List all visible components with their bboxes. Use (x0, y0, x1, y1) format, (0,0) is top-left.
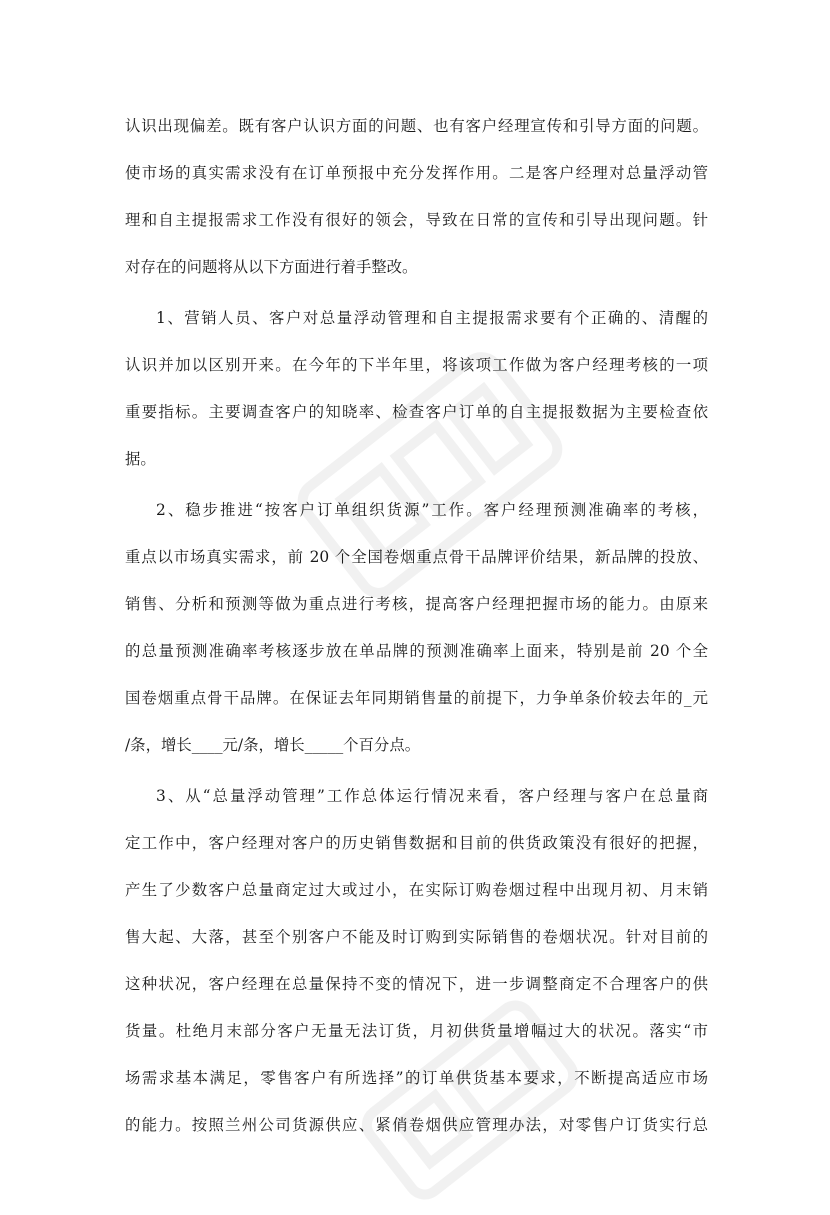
text-line: 对存在的问题将从以下方面进行着手整改。 (125, 258, 418, 276)
text-line: /条，增长____元/条，增长_____个百分点。 (125, 736, 421, 754)
text-line: 理和自主提报需求工作没有很好的领会，导致在日常的宣传和引导出现问题。针 (125, 211, 708, 229)
text-line: 1、营销人员、客户对总量浮动管理和自主提报需求要有个正确的、清醒的 (156, 309, 708, 327)
paragraph-3 (125, 773, 708, 1149)
text-line: 重点以市场真实需求，前 20 个全国卷烟重点骨干品牌评价结果，新品牌的投放、 (125, 548, 708, 566)
text-line: 认识出现偏差。既有客户认识方面的问题、也有客户经理宣传和引导方面的问题。 (125, 117, 708, 135)
text-line: 场需求基本满足，零售客户有所选择”的订单供货基本要求，不断提高适应市场 (125, 1069, 708, 1087)
text-line: 认识并加以区别开来。在今年的下半年里，将该项工作做为客户经理考核的一项 (125, 356, 708, 374)
text-line: 的总量预测准确率考核逐步放在单品牌的预测准确率上面来，特别是前 20 个全 (125, 642, 708, 660)
text-line: 国卷烟重点骨干品牌。在保证去年同期销售量的前提下，力争单条价较去年的_元 (125, 689, 708, 707)
text-line: 3、从“总量浮动管理”工作总体运行情况来看，客户经理与客户在总量商 (156, 787, 708, 805)
text-line: 使市场的真实需求没有在订单预报中充分发挥作用。二是客户经理对总量浮动管 (125, 164, 708, 182)
paragraph-intro (125, 103, 708, 291)
text-line: 2、稳步推进“按客户订单组织货源”工作。客户经理预测准确率的考核， (156, 501, 708, 519)
paragraph-1 (125, 295, 708, 483)
text-line: 定工作中，客户经理对客户的历史销售数据和目前的供货政策没有很好的把握， (125, 834, 708, 852)
paragraph-2 (125, 487, 708, 769)
text-line: 的能力。按照兰州公司货源供应、紧俏卷烟供应管理办法，对零售户订货实行总 (125, 1116, 708, 1134)
text-line: 产生了少数客户总量商定过大或过小，在实际订购卷烟过程中出现月初、月末销 (125, 881, 708, 899)
text-line: 这种状况，客户经理在总量保持不变的情况下，进一步调整商定不合理客户的供 (125, 975, 708, 993)
document-body (125, 103, 708, 1149)
text-line: 重要指标。主要调查客户的知晓率、检查客户订单的自主提报数据为主要检查依 (125, 403, 708, 421)
text-line: 销售、分析和预测等做为重点进行考核，提高客户经理把握市场的能力。由原来 (125, 595, 708, 613)
text-line: 货量。杜绝月末部分客户无量无法订货，月初供货量增幅过大的状况。落实“市 (125, 1022, 708, 1040)
text-line: 售大起、大落，甚至个别客户不能及时订购到实际销售的卷烟状况。针对目前的 (125, 928, 708, 946)
text-line: 据。 (125, 450, 156, 468)
